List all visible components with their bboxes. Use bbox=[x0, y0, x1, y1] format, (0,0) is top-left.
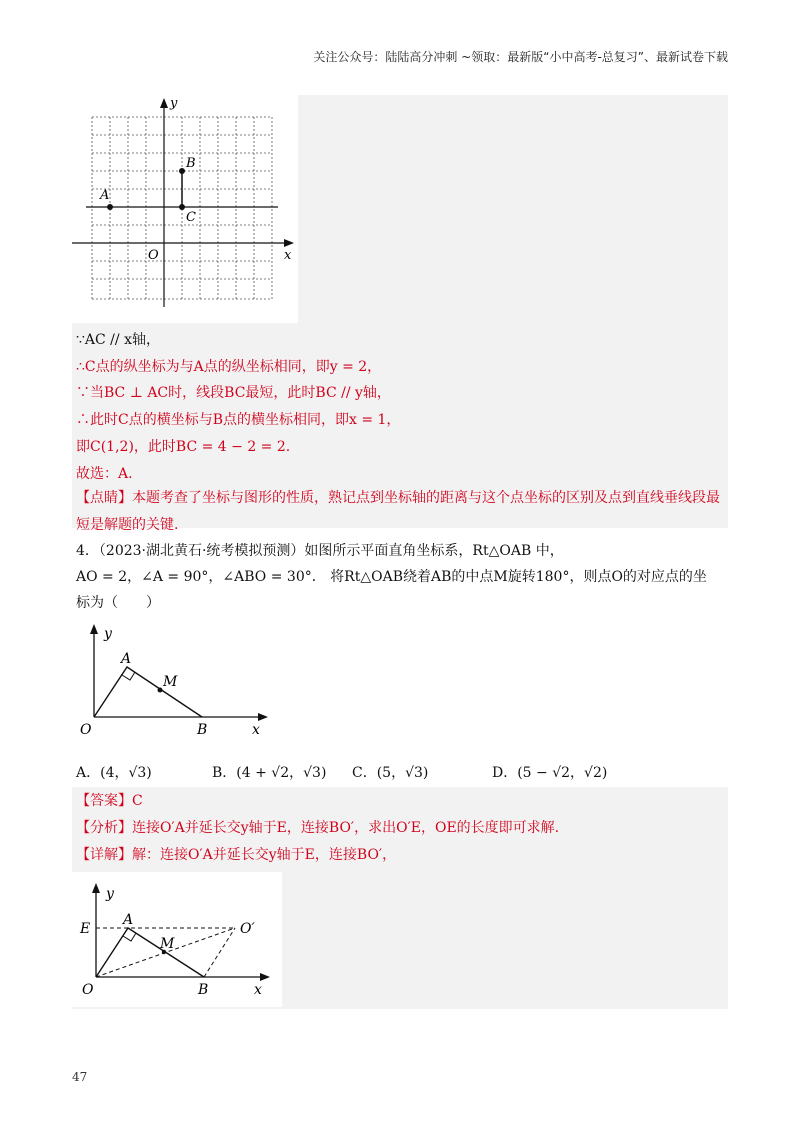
label-a: A bbox=[100, 188, 110, 203]
label-a: A bbox=[123, 912, 134, 928]
question-4-line-3: 标为（ ） bbox=[76, 595, 160, 611]
analysis-line: 【分析】连接O′A并延长交y轴于E，连接BO′，求出O′E，OE的长度即可求解. bbox=[76, 820, 560, 836]
label-m: M bbox=[163, 674, 178, 690]
point-m bbox=[158, 688, 163, 693]
triangle-oab bbox=[94, 667, 202, 717]
solution-choice-line: 故选：A. bbox=[76, 466, 133, 482]
detail-line: 【详解】解：连接O′A并延长交y轴于E，连接BO′， bbox=[76, 847, 397, 863]
triangle-oab bbox=[96, 928, 204, 977]
y-axis-arrow bbox=[92, 883, 100, 893]
page-header: 关注公众号：陆陆高分冲刺 ~领取：最新版“小中高考-总复习”、最新试卷下载 bbox=[313, 50, 728, 64]
label-o: O bbox=[80, 722, 92, 738]
point-c bbox=[179, 204, 185, 210]
label-y: y bbox=[170, 96, 178, 111]
figure-2-triangle bbox=[72, 620, 272, 740]
solution-line-5: 即C(1,2)，此时BC = 4 − 2 = 2. bbox=[76, 439, 291, 455]
option-d: D．(5 − √2，√2) bbox=[492, 765, 608, 781]
label-x: x bbox=[254, 982, 262, 998]
label-o-prime: O′ bbox=[240, 921, 255, 937]
label-x: x bbox=[252, 722, 260, 738]
option-b: B．(4 + √2，√3) bbox=[212, 765, 327, 781]
label-c: C bbox=[186, 210, 196, 225]
label-e: E bbox=[80, 921, 91, 937]
x-axis-arrow bbox=[258, 713, 268, 721]
solution-line-1: ∵AC // x轴， bbox=[76, 332, 160, 348]
label-m: M bbox=[160, 936, 175, 952]
page-number: 47 bbox=[72, 1070, 88, 1084]
y-axis-arrow bbox=[90, 624, 98, 634]
right-angle-mark bbox=[122, 672, 135, 680]
label-o: O bbox=[82, 982, 94, 998]
figure-1-grid-plot bbox=[72, 95, 298, 323]
x-axis-arrow bbox=[284, 239, 294, 247]
answer-line: 【答案】C bbox=[76, 793, 143, 809]
label-y: y bbox=[104, 626, 112, 642]
dashed-b-o2 bbox=[204, 928, 235, 977]
question-4-line-2: AO = 2，∠A = 90°，∠ABO = 30°． 将Rt△OAB绕着AB的中点M旋转180°，则点O的对应点的坐 bbox=[76, 569, 707, 585]
label-o: O bbox=[148, 248, 159, 263]
label-b: B bbox=[186, 156, 196, 171]
figure-3-rotation bbox=[72, 872, 282, 1007]
point-a bbox=[107, 204, 113, 210]
solution-line-3: ∵当BC ⊥ AC时，线段BC最短，此时BC // y轴， bbox=[76, 385, 391, 401]
option-a: A．(4，√3) bbox=[76, 765, 152, 781]
x-axis-arrow bbox=[260, 973, 270, 981]
question-4-line-1: 4．（2023·湖北黄石·统考模拟预测）如图所示平面直角坐标系，Rt△OAB 中， bbox=[76, 543, 564, 559]
option-c: C．(5，√3) bbox=[352, 765, 429, 781]
label-b: B bbox=[198, 982, 209, 998]
label-y: y bbox=[106, 886, 114, 902]
y-axis-arrow bbox=[160, 98, 168, 108]
label-x: x bbox=[284, 248, 292, 263]
label-b: B bbox=[197, 722, 208, 738]
right-angle-mark bbox=[123, 933, 136, 941]
solution-line-4: ∴此时C点的横坐标与B点的横坐标相同，即x = 1， bbox=[76, 412, 401, 428]
point-b bbox=[179, 168, 185, 174]
label-a: A bbox=[121, 651, 132, 667]
solution-line-2: ∴C点的纵坐标为与A点的纵坐标相同，即y = 2， bbox=[76, 359, 382, 375]
key-point-paragraph: 【点睛】本题考查了坐标与图形的性质，熟记点到坐标轴的距离与这个点坐标的区别及点到直线垂线段最短是解题的关键. bbox=[76, 490, 720, 533]
